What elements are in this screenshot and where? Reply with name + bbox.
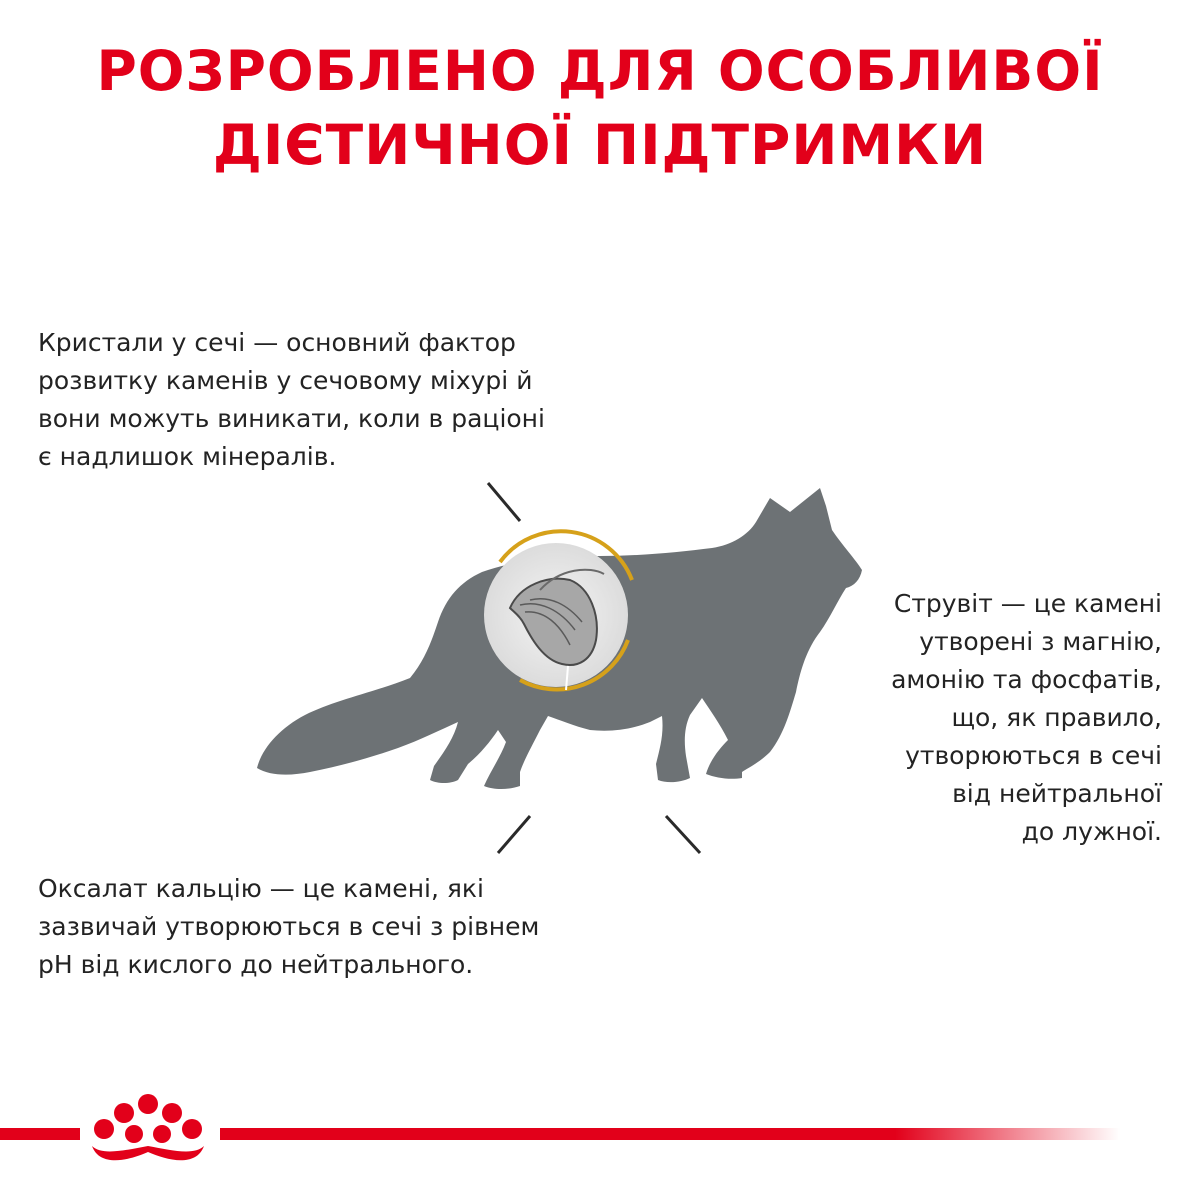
text-line: утворюються в сечі: [905, 741, 1162, 770]
callout-line-top: [36, 483, 520, 521]
text-line: Кристали у сечі — основний фактор: [38, 328, 516, 357]
urine-crystals-description: [38, 324, 545, 476]
text-line: Струвіт — це камені: [893, 589, 1162, 618]
text-line: є надлишок мінералів.: [38, 442, 337, 471]
text-line: Оксалат кальцію — це камені, які: [38, 874, 484, 903]
struvite-description: [891, 585, 1162, 851]
calcium-oxalate-description: [38, 870, 539, 984]
text-line: утворені з магнію,: [919, 627, 1162, 656]
text-line: зазвичай утворюються в сечі з рівнем: [38, 912, 540, 941]
text-line: що, як правило,: [951, 703, 1162, 732]
title-line-2: ДІЄТИЧНОЇ ПІДТРИМКИ: [212, 113, 988, 177]
text-line: амонію та фосфатів,: [891, 665, 1162, 694]
text-line: pH від кислого до нейтрального.: [38, 950, 474, 979]
bladder-magnifier: [484, 531, 632, 690]
callout-line-bottom-left: [36, 816, 530, 853]
royal-canin-crown-logo-icon: [92, 1094, 204, 1160]
text-line: від нейтральної: [952, 779, 1162, 808]
text-line: розвитку каменів у сечовому міхурі й: [38, 366, 533, 395]
text-line: вони можуть виникати, коли в раціоні: [38, 404, 545, 433]
title-line-1: РОЗРОБЛЕНО ДЛЯ ОСОБЛИВОЇ: [96, 39, 1104, 103]
text-line: до лужної.: [1021, 817, 1162, 846]
